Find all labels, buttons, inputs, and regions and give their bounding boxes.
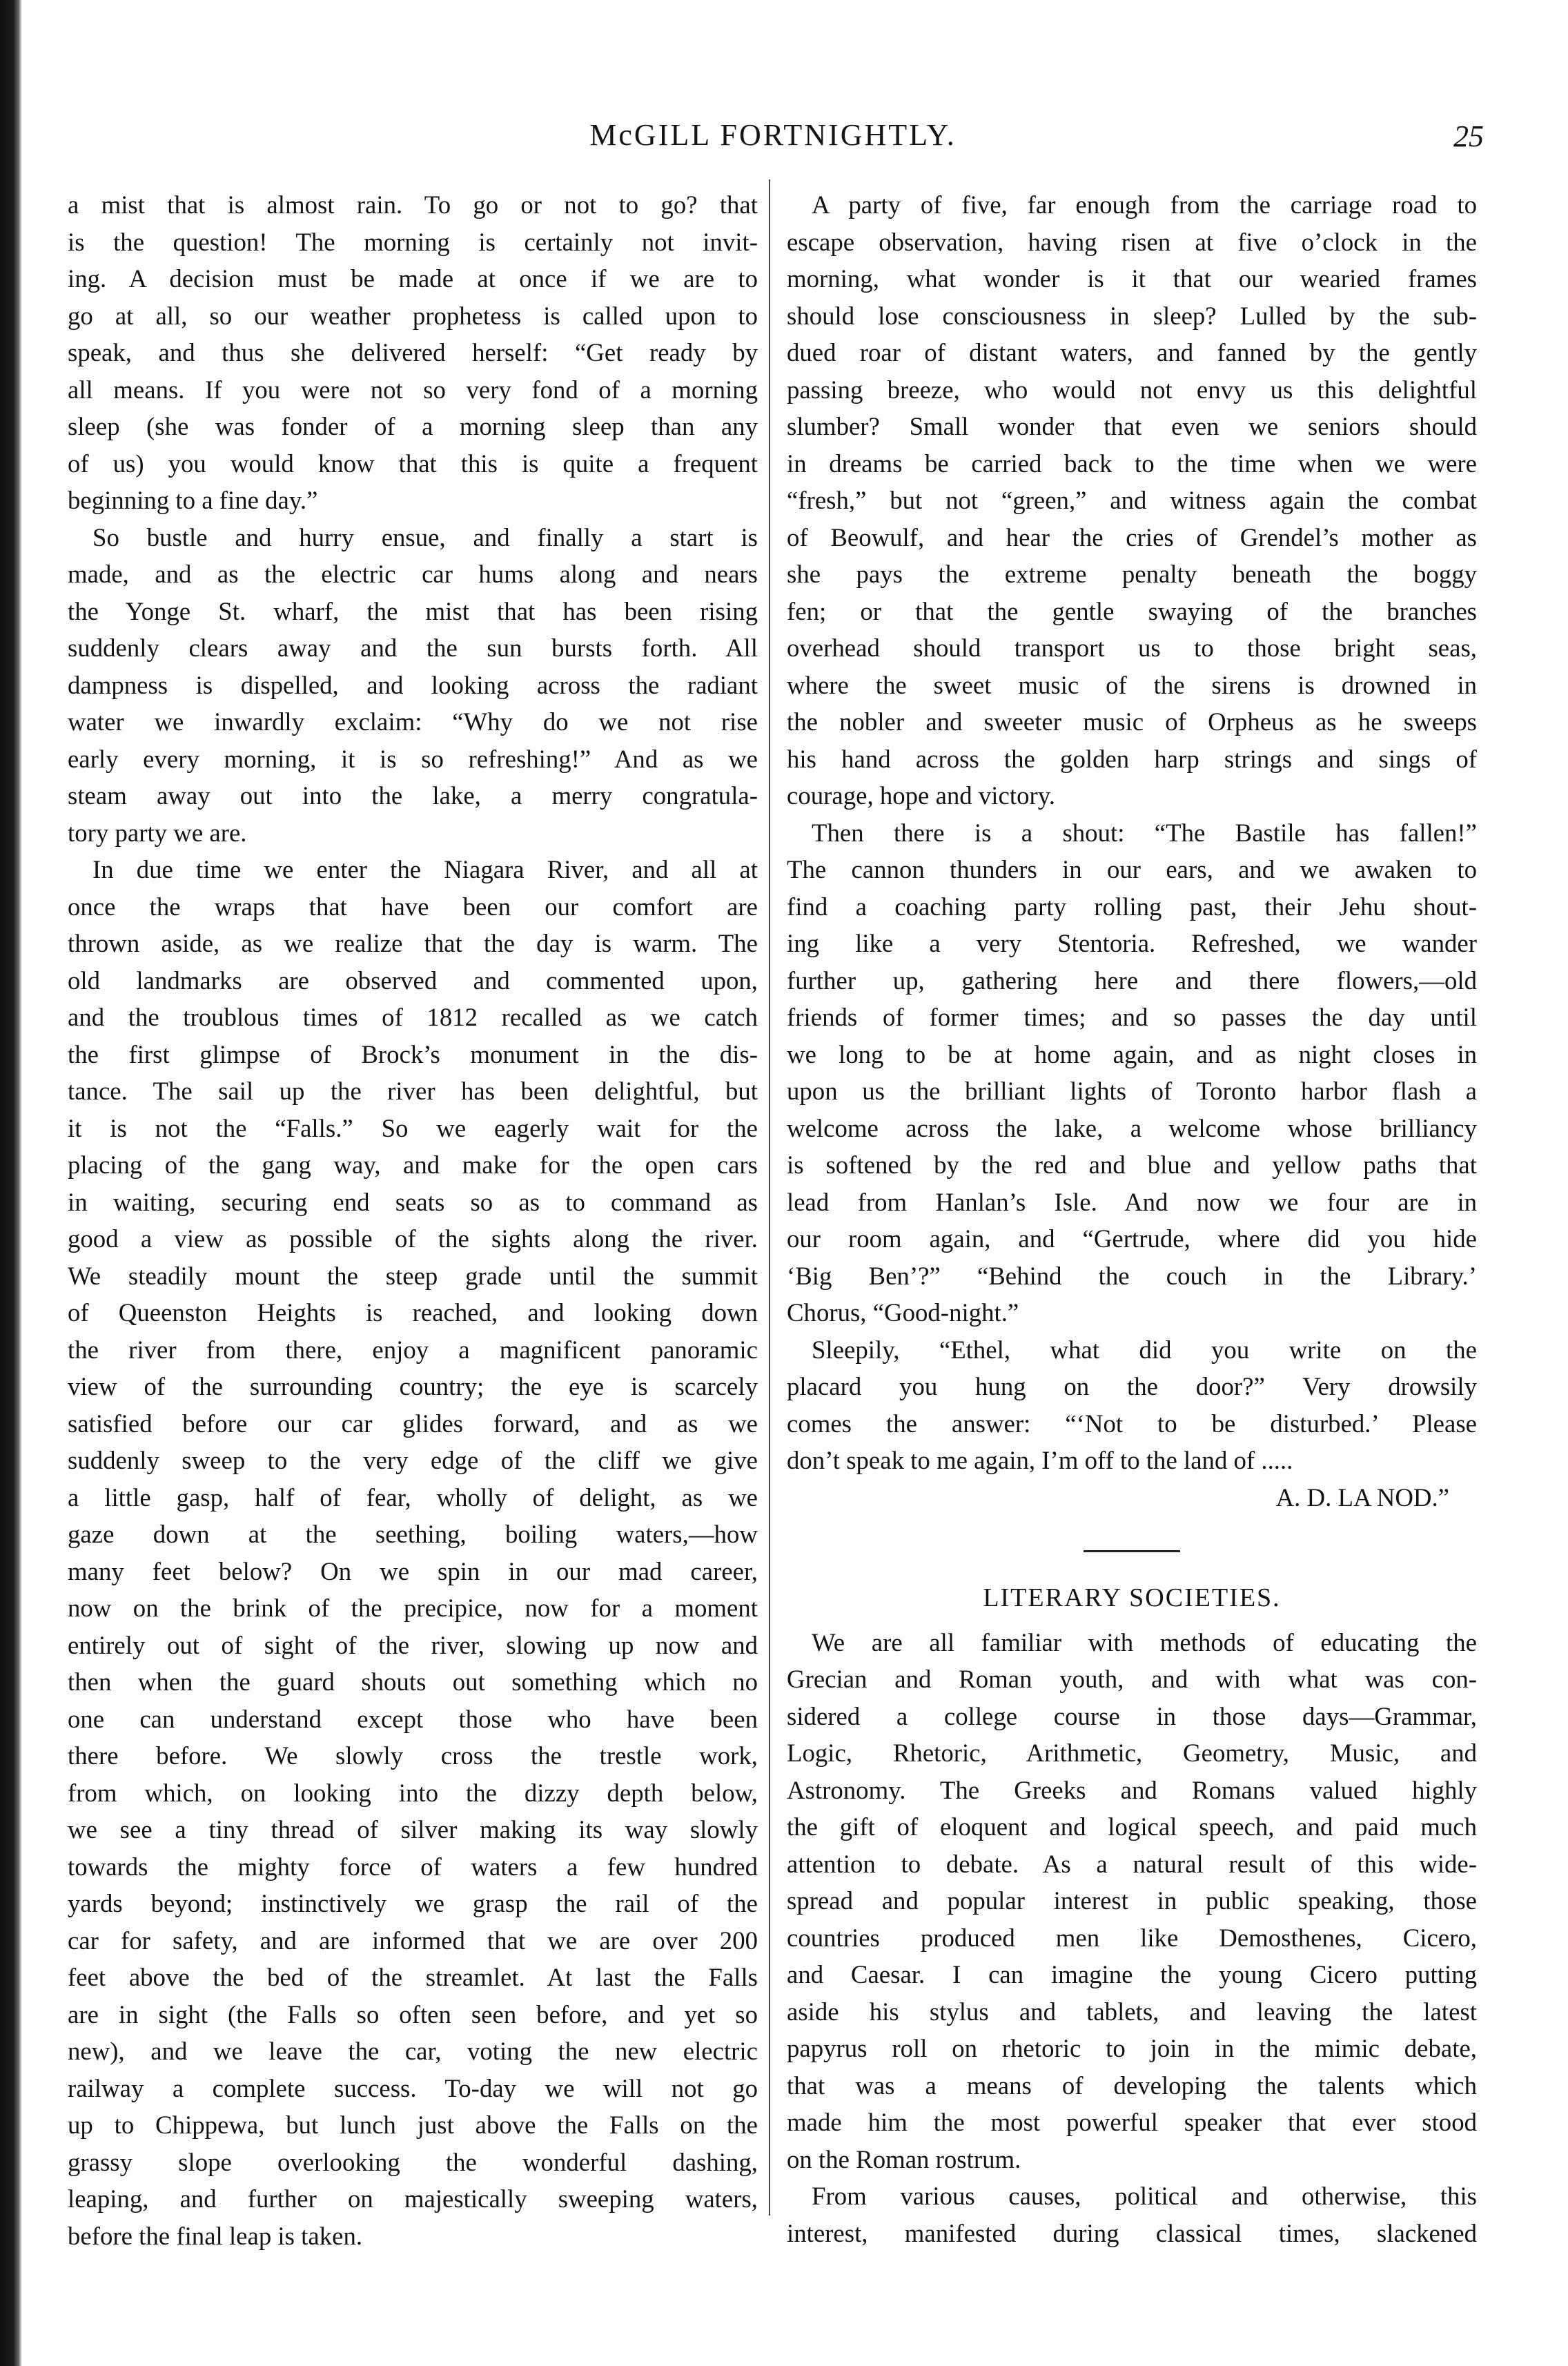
text-line: from which, on looking into the dizzy depth below, [68,1778,758,1807]
text-line: ing. A decision must be made at once if we are to [68,264,758,293]
text-line: the nobler and sweeter music of Orpheus as he sweeps [787,707,1477,736]
text-line: in dreams be carried back to the time when we were [787,449,1477,478]
text-line: she pays the extreme penalty beneath the boggy [787,560,1477,588]
page-binding-edge [0,0,22,2366]
text-line: welcome across the lake, a welcome whose brilliancy [787,1113,1477,1142]
text-line: early every morning, it is so refreshing!” And as we [68,744,758,773]
running-title: McGILL FORTNIGHTLY. [589,118,957,152]
text-line: placing of the gang way, and make for the open cars [68,1151,758,1179]
text-line: should lose consciousness in sleep? Lulled by the sub- [787,301,1477,330]
text-line: before the final leap is taken. [68,2221,363,2250]
text-line: feet above the bed of the streamlet. At last the Falls [68,1963,758,1991]
text-line: new), and we leave the car, voting the new electric [68,2037,758,2065]
text-line: made him the most powerful speaker that ever stood [787,2108,1477,2136]
text-line: we see a tiny thread of silver making its way slowly [68,1815,758,1844]
text-line: overhead should transport us to those bright seas, [787,634,1477,662]
text-line: in waiting, securing end seats so as to command as [68,1187,758,1216]
text-line: slumber? Small wonder that even we seniors should [787,412,1477,440]
text-line: Astronomy. The Greeks and Romans valued highly [787,1775,1477,1804]
text-line: placard you hung on the door?” Very drowsily [787,1372,1477,1400]
text-line: good a view as possible of the sights along the river. [68,1224,758,1253]
text-line: all means. If you were not so very fond of a morning [68,375,758,404]
right-column [787,186,1477,2251]
text-line: old landmarks are observed and commented upon, [68,966,758,995]
text-line: made, and as the electric car hums along and nears [68,560,758,588]
text-line: escape observation, having risen at five o’clock in the [787,227,1477,256]
text-line: we long to be at home again, and as night closes in [787,1039,1477,1068]
text-line: yards beyond; instinctively we grasp the rail of the [68,1889,758,1917]
text-line: the first glimpse of Brock’s monument in the dis- [68,1039,758,1068]
text-line: dued roar of distant waters, and fanned by the gently [787,338,1477,366]
text-line: morning, what wonder is it that our wearied frames [787,264,1477,293]
text-line: is the question! The morning is certainly not invit- [68,227,758,256]
text-line: find a coaching party rolling past, their Jehu shout- [787,892,1477,921]
text-line: are in sight (the Falls so often seen before, and yet so [68,2000,758,2028]
text-line: spread and popular interest in public speaking, those [787,1886,1477,1915]
text-line: is softened by the red and blue and yellow paths that [787,1151,1477,1179]
text-line: comes the answer: “‘Not to be disturbed.’ Please [787,1409,1477,1438]
text-line: steam away out into the lake, a merry congratula- [68,781,758,810]
text-line: sleep (she was fonder of a morning sleep than any [68,412,758,440]
text-line: his hand across the golden harp strings and sings of [787,744,1477,773]
page-header [55,117,1491,159]
text-line: Grecian and Roman youth, and with what was con- [787,1665,1477,1693]
text-line: our room again, and “Gertrude, where did you hide [787,1224,1477,1253]
text-line: the river from there, enjoy a magnificent panoramic [68,1335,758,1364]
section-divider [1084,1550,1180,1552]
text-line: lead from Hanlan’s Isle. And now we four are in [787,1187,1477,1216]
text-line: satisfied before our car glides forward, and as we [68,1409,758,1438]
text-line: tory party we are. [68,818,247,847]
text-line: entirely out of sight of the river, slowing up now and [68,1630,758,1659]
text-line: countries produced men like Demosthenes, Cicero, [787,1923,1477,1952]
text-line: a little gasp, half of fear, wholly of delight, as we [68,1483,758,1512]
text-line: “fresh,” but not “green,” and witness again the combat [787,486,1477,514]
text-line: and the troublous times of 1812 recalled as we catch [68,1003,758,1031]
text-line: now on the brink of the precipice, now for a moment [68,1594,758,1622]
text-line: leaping, and further on majestically sweeping waters, [68,2184,758,2213]
text-line: ing like a very Stentoria. Refreshed, we wander [787,929,1477,957]
text-line: on the Roman rostrum. [787,2144,1021,2173]
text-line: tance. The sail up the river has been delightful, but [68,1077,758,1105]
text-line: suddenly sweep to the very edge of the cliff we give [68,1446,758,1474]
text-line: attention to debate. As a natural result of this wide- [787,1849,1477,1878]
text-line: We steadily mount the steep grade until the summit [68,1261,758,1290]
text-line: towards the mighty force of waters a few hundred [68,1852,758,1881]
text-line: interest, manifested during classical times, slackened [787,2218,1477,2247]
page-number: 25 [1453,119,1484,153]
paragraph-start-line: So bustle and hurry ensue, and finally a start is [92,522,758,551]
text-line: sidered a college course in those days—Grammar, [787,1701,1477,1730]
left-column [68,186,758,2254]
text-line: a mist that is almost rain. To go or not to go? that [68,190,758,219]
column-divider-rule [769,179,770,2216]
text-line: grassy slope overlooking the wonderful dashing, [68,2147,758,2176]
paragraph-start-line: A party of five, far enough from the carriage road to [812,190,1477,219]
text-line: fen; or that the gentle swaying of the branches [787,596,1477,625]
text-line: there before. We slowly cross the trestle work, [68,1741,758,1770]
paragraph-start-line: We are all familiar with methods of educating the [812,1627,1477,1656]
text-line: dampness is dispelled, and looking across the radiant [68,670,758,699]
text-line: papyrus roll on rhetoric to join in the mimic debate, [787,2034,1477,2062]
author-signature: A. D. LA NOD.” [1275,1483,1449,1512]
text-line: Logic, Rhetoric, Arithmetic, Geometry, Music, and [787,1739,1477,1767]
text-line: passing breeze, who would not envy us this delightful [787,375,1477,404]
text-line: speak, and thus she delivered herself: “Get ready by [68,338,758,366]
paragraph-start-line: From various causes, political and otherwise, this [812,2182,1477,2210]
text-line: the gift of eloquent and logical speech, and paid much [787,1812,1477,1841]
text-line: The cannon thunders in our ears, and we awaken to [787,855,1477,883]
text-line: further up, gathering here and there flowers,—old [787,966,1477,995]
text-line: one can understand except those who have been [68,1704,758,1733]
text-line: of Queenston Heights is reached, and looking down [68,1298,758,1327]
text-line: that was a means of developing the talents which [787,2071,1477,2100]
text-line: car for safety, and are informed that we are over 200 [68,1926,758,1955]
text-line: and Caesar. I can imagine the young Cicero putting [787,1960,1477,1988]
text-line: railway a complete success. To-day we will not go [68,2073,758,2102]
text-line: upon us the brilliant lights of Toronto harbor flash a [787,1077,1477,1105]
text-line: aside his stylus and tablets, and leaving the latest [787,1997,1477,2026]
text-line: view of the surrounding country; the eye is scarcely [68,1372,758,1400]
text-line: go at all, so our weather prophetess is called upon to [68,301,758,330]
text-line: it is not the “Falls.” So we eagerly wait for the [68,1113,758,1142]
text-line: up to Chippewa, but lunch just above the Falls on the [68,2111,758,2139]
text-line: suddenly clears away and the sun bursts forth. All [68,634,758,662]
text-line: Chorus, “Good-night.” [787,1298,1019,1327]
text-line: gaze down at the seething, boiling waters,—how [68,1520,758,1548]
text-line: beginning to a fine day.” [68,486,318,514]
text-line: of us) you would know that this is quite a frequent [68,449,758,478]
paragraph-start-line: In due time we enter the Niagara River, and all at [92,855,758,883]
text-line: then when the guard shouts out something which no [68,1668,758,1696]
text-line: where the sweet music of the sirens is drowned in [787,670,1477,699]
text-line: don’t speak to me again, I’m off to the land of ..... [787,1446,1293,1474]
paragraph-start-line: Then there is a shout: “The Bastile has fallen!” [812,818,1477,847]
text-line: many feet below? On we spin in our mad career, [68,1556,758,1585]
paragraph-start-line: Sleepily, “Ethel, what did you write on the [812,1335,1477,1364]
text-line: water we inwardly exclaim: “Why do we not rise [68,707,758,736]
text-line: once the wraps that have been our comfort are [68,892,758,921]
text-line: ‘Big Ben’?” “Behind the couch in the Library.’ [787,1261,1477,1290]
text-line: thrown aside, as we realize that the day is warm. The [68,929,758,957]
text-line: friends of former times; and so passes the day until [787,1003,1477,1031]
text-line: courage, hope and victory. [787,781,1055,810]
section-heading: LITERARY SOCIETIES. [983,1583,1281,1612]
text-line: of Beowulf, and hear the cries of Grendel’s mother as [787,522,1477,551]
text-line: the Yonge St. wharf, the mist that has been rising [68,596,758,625]
